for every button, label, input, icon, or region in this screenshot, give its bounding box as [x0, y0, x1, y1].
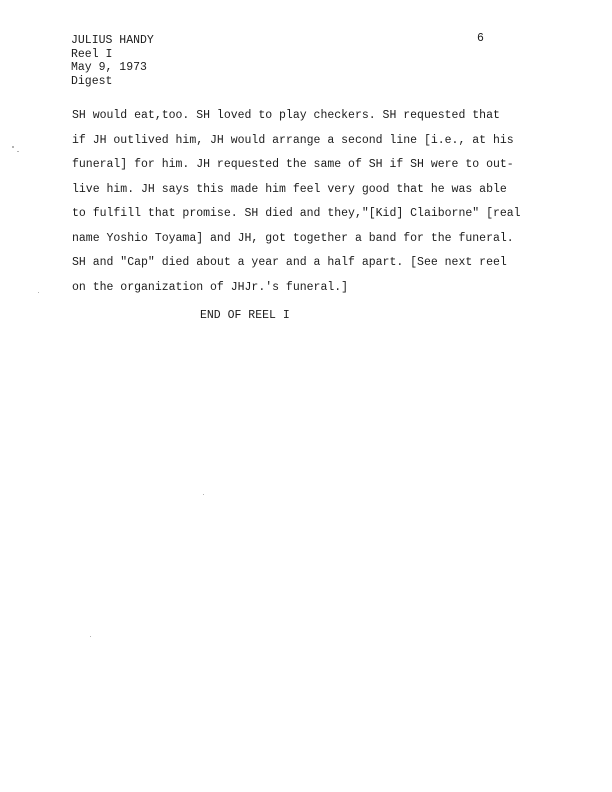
body-line: SH and "Cap" died about a year and a half apart. [See next reel — [72, 256, 507, 269]
interview-date: May 9, 1973 — [71, 61, 147, 75]
scan-speck — [38, 292, 39, 293]
scan-speck — [203, 494, 204, 495]
interviewee-name: JULIUS HANDY — [71, 34, 154, 47]
body-paragraph — [72, 104, 552, 300]
scan-speck — [90, 636, 91, 637]
body-line: name Yoshio Toyama] and JH, got together a band for the funeral. — [72, 231, 514, 245]
body-line: if JH outlived him, JH would arrange a second line [i.e., at his — [72, 133, 514, 147]
reel-label: Reel I — [71, 47, 113, 61]
scan-speck — [17, 151, 19, 152]
body-line: live him. JH says this made him feel very good that he was able — [72, 182, 507, 196]
page-number: 6 — [477, 32, 484, 45]
end-of-reel-note: END OF REEL I — [200, 309, 290, 322]
body-line: SH would eat,too. SH loved to play checkers. SH requested that — [72, 109, 500, 122]
body-line: to fulfill that promise. SH died and they,"[Kid] Claiborne" [real — [72, 207, 521, 220]
body-line: funeral] for him. JH requested the same of SH if SH were to out- — [72, 158, 514, 171]
document-type: Digest — [71, 74, 113, 88]
scan-speck — [12, 146, 14, 148]
body-line: on the organization of JHJr.'s funeral.] — [72, 280, 349, 294]
document-header — [71, 34, 154, 88]
